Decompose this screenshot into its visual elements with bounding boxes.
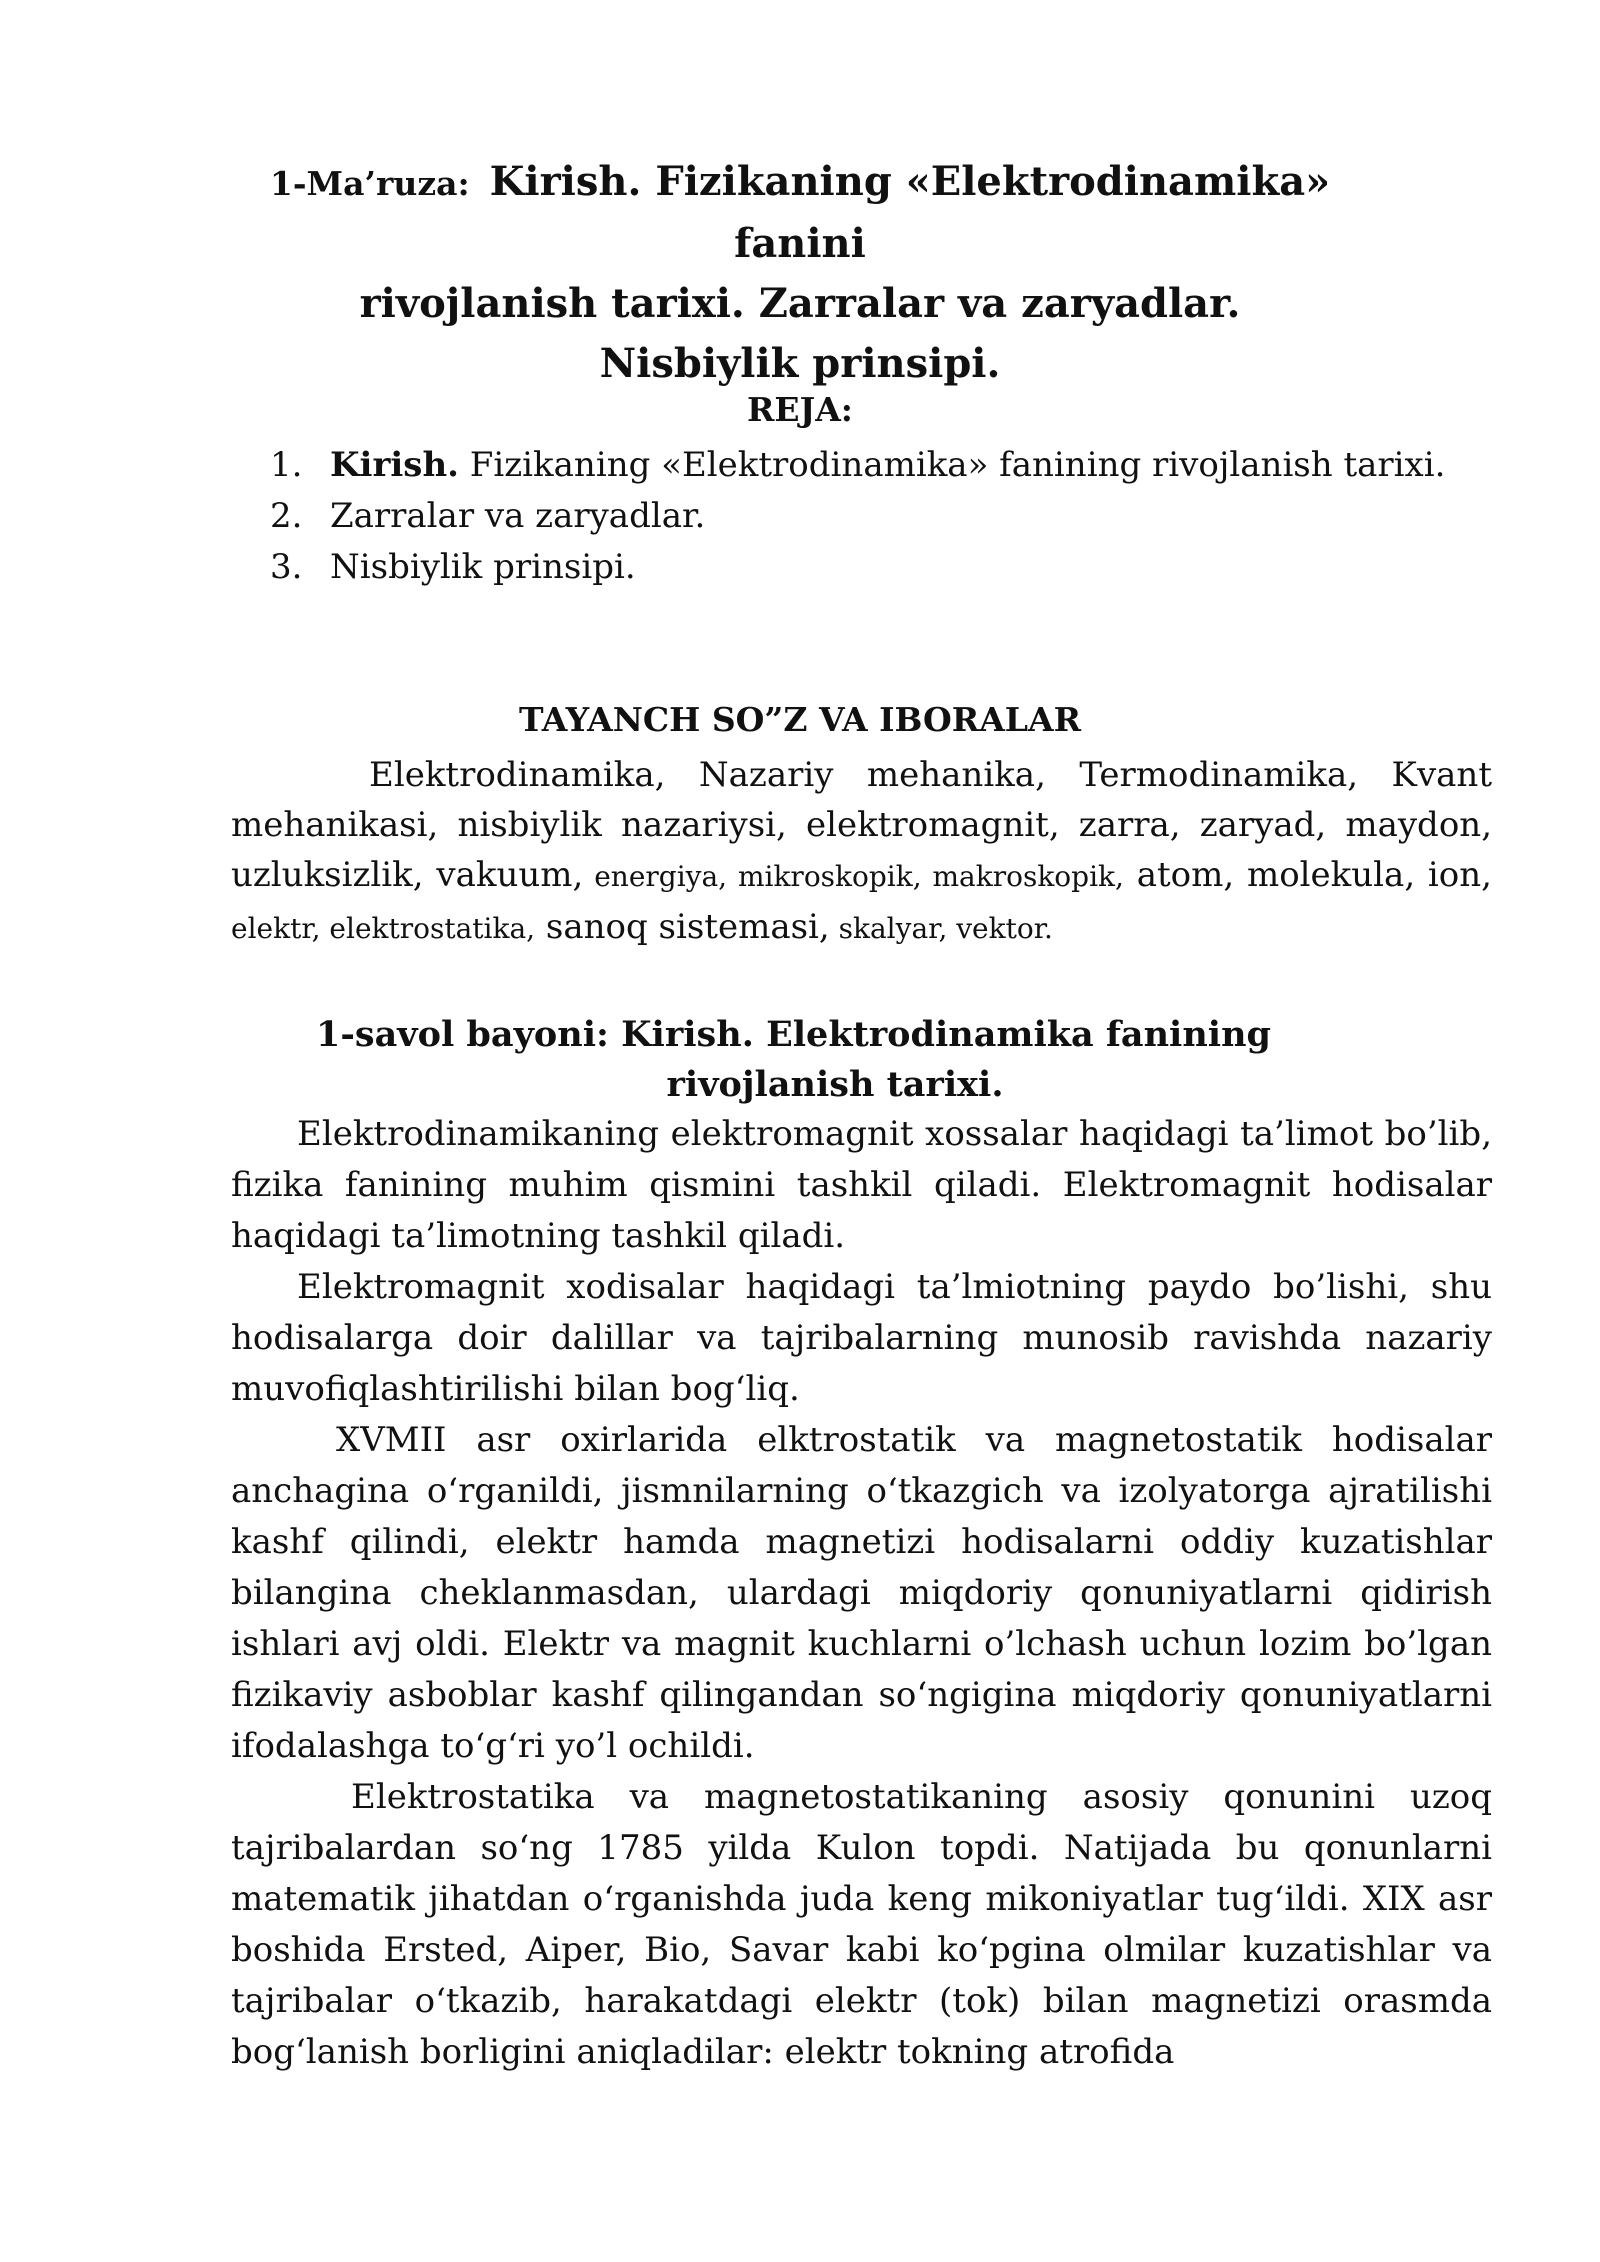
lecture-title bbox=[200, 152, 1400, 394]
title-line-2: rivojlanish tarixi. Zarralar va zaryadlar. bbox=[359, 280, 1241, 327]
plan-list bbox=[270, 440, 1492, 593]
lecture-number: 1-Ma’ruza: bbox=[269, 164, 470, 203]
plan-item: 3. Nisbiylik prinsipi. bbox=[270, 547, 636, 587]
body-paragraph: Elektrostatika va magnetostatikaning asosiy qonunini uzoq tajribalardan so‘ng 1785 yilda Kulon topdi. Natijada bu qonunlarni matematik jihatdan o‘rganishda juda keng mikoniyatlar tug‘ildi. XIX asr boshida Ersted, Aiper, Bio, Savar kabi ko‘pgina olmilar kuzatishlar va tajribalar o‘tkazib, harakatdagi elektr (tok) bilan magnetizi orasmda bog‘lanish borligini aniqladilar: elektr tokning atrofida bbox=[231, 1777, 1492, 2072]
section-heading: 1-savol bayoni: Kirish. Elektrodinamika fanining rivojlanish tarixi. bbox=[316, 1014, 1271, 1105]
plan-item: 1. Kirish. Fizikaning «Elektrodinamika» fanining rivojlanish tarixi. bbox=[270, 445, 1446, 485]
keywords-heading: TAYANCH SO”Z VA IBORALAR bbox=[518, 700, 1082, 739]
plan-heading: REJA: bbox=[747, 390, 853, 429]
section-body bbox=[231, 1109, 1492, 2078]
keywords-paragraph: Elektrodinamika, Nazariy mehanika, Termodinamika, Kvant mehanikasi, nisbiylik nazariysi, elektromagnit, zarra, zaryad, maydon, uzluksizlik, vakuum, energiya, mikroskopik, makroskopik, atom, molekula, ion, elektr, elektrostatika, sanoq sistemasi, skalyar, vektor. bbox=[231, 755, 1492, 947]
body-paragraph: Elektrodinamikaning elektromagnit xossalar haqidagi ta’limot bo’lib, fizika fanining muhim qismini tashkil qiladi. Elektromagnit hodisalar haqidagi ta’limotning tashkil qiladi. bbox=[231, 1114, 1492, 1256]
title-line-1: 1-Ma’ruza: Kirish. Fizikaning «Elektrodinamika» fanini bbox=[269, 158, 1331, 267]
body-paragraph: XVMII asr oxirlarida elktrostatik va magnetostatik hodisalar anchagina o‘rganildi, jismnilarning o‘tkazgich va izolyatorga ajratilishi kashf qilindi, elektr hamda magnetizi hodisalarni oddiy kuzatishlar bilangina cheklanmasdan, ulardagi miqdoriy qonuniyatlarni qidirish ishlari avj oldi. Elektr va magnit kuchlarni o’lchash uchun lozim bo’lgan fizikaviy asboblar kashf qilingandan so‘ngigina miqdoriy qonuniyatlarni ifodalashga to‘g‘ri yo’l ochildi. bbox=[231, 1420, 1492, 1766]
title-line-3: Nisbiylik prinsipi. bbox=[599, 340, 1001, 387]
plan-item: 2. Zarralar va zaryadlar. bbox=[270, 496, 706, 536]
body-paragraph: Elektromagnit xodisalar haqidagi ta’lmiotning paydo bo’lishi, shu hodisalarga doir dalillar va tajribalarning munosib ravishda nazariy muvofiqlashtirilishi bilan bog‘liq. bbox=[231, 1267, 1492, 1409]
